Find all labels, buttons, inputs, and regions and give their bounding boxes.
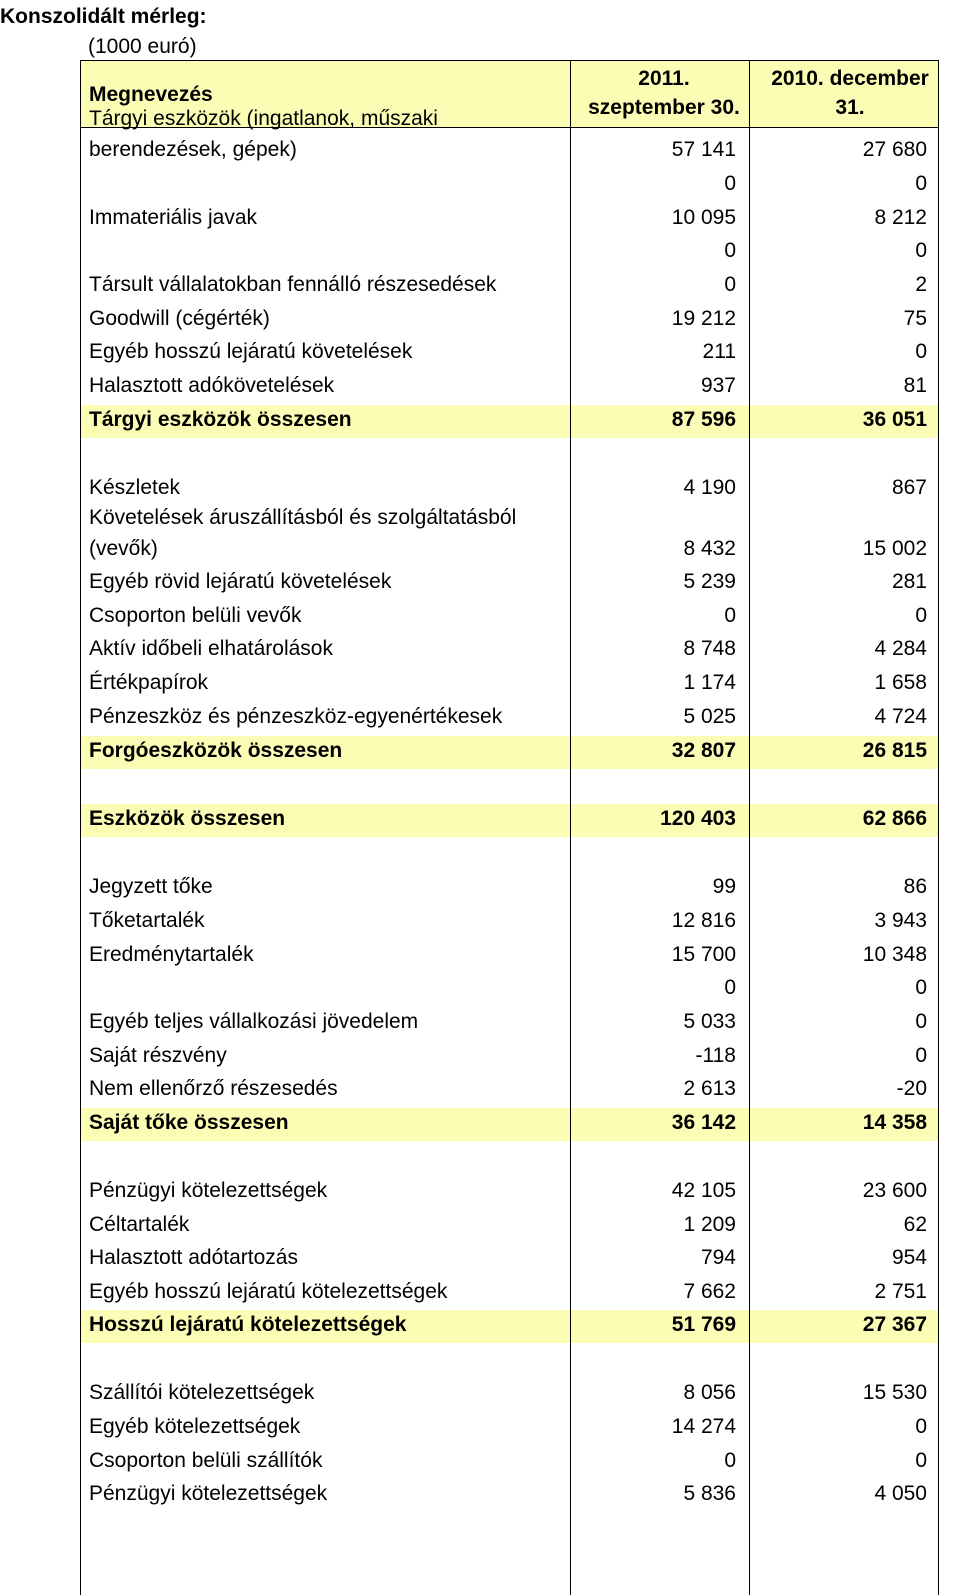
row-label: Tőketartalék [89, 909, 205, 932]
value-2010: 0 [915, 604, 927, 627]
value-2011: 10 095 [671, 206, 736, 229]
table-row [81, 1277, 938, 1310]
row-label: Egyéb teljes vállalkozási jövedelem [89, 1010, 419, 1033]
row-label: Társult vállalatokban fennálló részesedések [89, 273, 497, 296]
row-label: Hosszú lejáratú kötelezettségek [89, 1313, 407, 1336]
table-row [81, 940, 938, 973]
value-2011: 0 [724, 239, 736, 262]
row-label: Céltartalék [89, 1213, 190, 1236]
value-2010: 14 358 [862, 1111, 927, 1134]
table-row [81, 506, 938, 567]
value-2010: 281 [891, 570, 927, 593]
value-2010: 0 [915, 340, 927, 363]
total-row [81, 804, 938, 837]
table-row [81, 1446, 938, 1479]
value-2010: 81 [903, 374, 927, 397]
row-label: Egyéb hosszú lejáratú követelések [89, 340, 413, 363]
value-2010: 0 [915, 1449, 927, 1472]
header-col-2010: 2010. december 31. [771, 67, 929, 119]
value-2010: 26 815 [862, 739, 927, 762]
value-2010: 75 [903, 307, 927, 330]
row-label: Saját tőke összesen [89, 1111, 289, 1134]
value-2011: 7 662 [683, 1280, 736, 1303]
row-label: Forgóeszközök összesen [89, 739, 343, 762]
value-2010: 867 [891, 476, 927, 499]
row-label: Tárgyi eszközök összesen [89, 408, 352, 431]
row-label: Tárgyi eszközök (ingatlanok, műszaki berendezések, gépek) [89, 107, 438, 161]
table-row [81, 304, 938, 337]
row-label: Goodwill (cégérték) [89, 307, 270, 330]
table-row [81, 1176, 938, 1209]
document-title: Konszolidált mérleg: [0, 5, 207, 28]
value-2011: 0 [724, 172, 736, 195]
table-row [81, 169, 938, 202]
value-2011: 5 033 [683, 1010, 736, 1033]
value-2010: 954 [891, 1246, 927, 1269]
value-2011: 0 [724, 273, 736, 296]
value-2010: 0 [915, 976, 927, 999]
row-label: Jegyzett tőke [89, 875, 213, 898]
value-2011: 937 [700, 374, 736, 397]
value-2010: 62 [903, 1213, 927, 1236]
table-row [81, 270, 938, 303]
table-row [81, 337, 938, 370]
value-2010: 15 530 [862, 1381, 927, 1404]
table-row [81, 1074, 938, 1107]
table-row [81, 236, 938, 269]
value-2011: 1 174 [683, 671, 736, 694]
value-2011: 42 105 [671, 1179, 736, 1202]
table-row [81, 702, 938, 735]
value-2011: 211 [702, 340, 736, 363]
table-row [81, 872, 938, 905]
row-label: Csoporton belüli vevők [89, 604, 302, 627]
unit-note: (1000 euró) [88, 35, 197, 58]
value-2011: 15 700 [671, 943, 736, 966]
header-name: Megnevezés [89, 83, 213, 106]
value-2011: 12 816 [671, 909, 736, 932]
table-row [81, 1412, 938, 1445]
value-2011: 99 [712, 875, 736, 898]
row-label: Eszközök összesen [89, 807, 286, 830]
value-2010: 62 866 [862, 807, 927, 830]
table-row [81, 371, 938, 404]
value-2010: 10 348 [862, 943, 927, 966]
value-2010: 27 680 [862, 138, 927, 161]
value-2011: 8 748 [683, 637, 736, 660]
value-2010: 86 [903, 875, 927, 898]
value-2011: 19 212 [671, 307, 736, 330]
value-2011: 8 056 [683, 1381, 736, 1404]
row-label: Halasztott adótartozás [89, 1246, 298, 1269]
row-label: Készletek [89, 476, 181, 499]
row-label: Saját részvény [89, 1044, 227, 1067]
value-2011: 0 [724, 604, 736, 627]
total-row [81, 1310, 938, 1343]
row-label: Halasztott adókövetelések [89, 374, 335, 397]
value-2011: -118 [695, 1044, 736, 1067]
value-2010: 0 [915, 1415, 927, 1438]
row-label: Egyéb kötelezettségek [89, 1415, 301, 1438]
value-2011: 1 209 [683, 1213, 736, 1236]
value-2010: 4 050 [874, 1482, 927, 1505]
column-divider-1 [570, 60, 571, 1595]
value-2010: 8 212 [874, 206, 927, 229]
row-label: Pénzügyi kötelezettségek [89, 1482, 328, 1505]
value-2010: 4 284 [874, 637, 927, 660]
row-label: Pénzügyi kötelezettségek [89, 1179, 328, 1202]
table-row [81, 601, 938, 634]
table-row [81, 96, 938, 168]
table-row [81, 1243, 938, 1276]
value-2010: 0 [915, 1010, 927, 1033]
value-2010: -20 [896, 1077, 927, 1100]
value-2011: 5 239 [683, 570, 736, 593]
value-2011: 36 142 [671, 1111, 736, 1134]
row-label: Értékpapírok [89, 671, 209, 694]
row-label: Követelések áruszállításból és szolgáltatásból (vevők) [89, 506, 517, 560]
value-2011: 120 403 [660, 807, 736, 830]
value-2010: 0 [915, 239, 927, 262]
table-row [81, 1041, 938, 1074]
value-2011: 794 [700, 1246, 736, 1269]
value-2011: 57 141 [671, 138, 736, 161]
table-row [81, 1378, 938, 1411]
value-2011: 4 190 [683, 476, 736, 499]
row-label: Immateriális javak [89, 206, 258, 229]
value-2011: 0 [724, 976, 736, 999]
value-2011: 14 274 [671, 1415, 736, 1438]
header-col-2011: 2011. szeptember 30. [588, 67, 740, 119]
row-label: Pénzeszköz és pénzeszköz-egyenértékesek [89, 705, 503, 728]
row-label: Szállítói kötelezettségek [89, 1381, 315, 1404]
table-row [81, 906, 938, 939]
value-2010: 23 600 [862, 1179, 927, 1202]
total-row [81, 1108, 938, 1141]
value-2011: 5 025 [683, 705, 736, 728]
total-row [81, 736, 938, 769]
value-2010: 3 943 [874, 909, 927, 932]
table-row [81, 634, 938, 667]
value-2011: 5 836 [683, 1482, 736, 1505]
table-row [81, 1210, 938, 1243]
table-row [81, 973, 938, 1006]
value-2011: 8 432 [683, 537, 736, 560]
row-label: Csoporton belüli szállítók [89, 1449, 323, 1472]
value-2010: 2 751 [874, 1280, 927, 1303]
row-label: Egyéb rövid lejáratú követelések [89, 570, 392, 593]
value-2010: 2 [915, 273, 927, 296]
total-row [81, 405, 938, 438]
table-row [81, 1007, 938, 1040]
value-2010: 4 724 [874, 705, 927, 728]
value-2010: 36 051 [862, 408, 927, 431]
value-2011: 87 596 [671, 408, 736, 431]
balance-sheet-table [80, 60, 939, 1595]
row-label: Egyéb hosszú lejáratú kötelezettségek [89, 1280, 448, 1303]
column-divider-2 [749, 60, 750, 1595]
value-2010: 0 [915, 172, 927, 195]
row-label: Eredménytartalék [89, 943, 254, 966]
value-2011: 0 [724, 1449, 736, 1472]
value-2010: 27 367 [862, 1313, 927, 1336]
value-2010: 0 [915, 1044, 927, 1067]
value-2011: 51 769 [671, 1313, 736, 1336]
row-label: Nem ellenőrző részesedés [89, 1077, 338, 1100]
value-2010: 1 658 [874, 671, 927, 694]
value-2010: 15 002 [862, 537, 927, 560]
value-2011: 32 807 [671, 739, 736, 762]
table-row [81, 567, 938, 600]
row-label: Aktív időbeli elhatárolások [89, 637, 333, 660]
table-row [81, 203, 938, 236]
table-row [81, 1479, 938, 1512]
table-row [81, 668, 938, 701]
value-2011: 2 613 [683, 1077, 736, 1100]
